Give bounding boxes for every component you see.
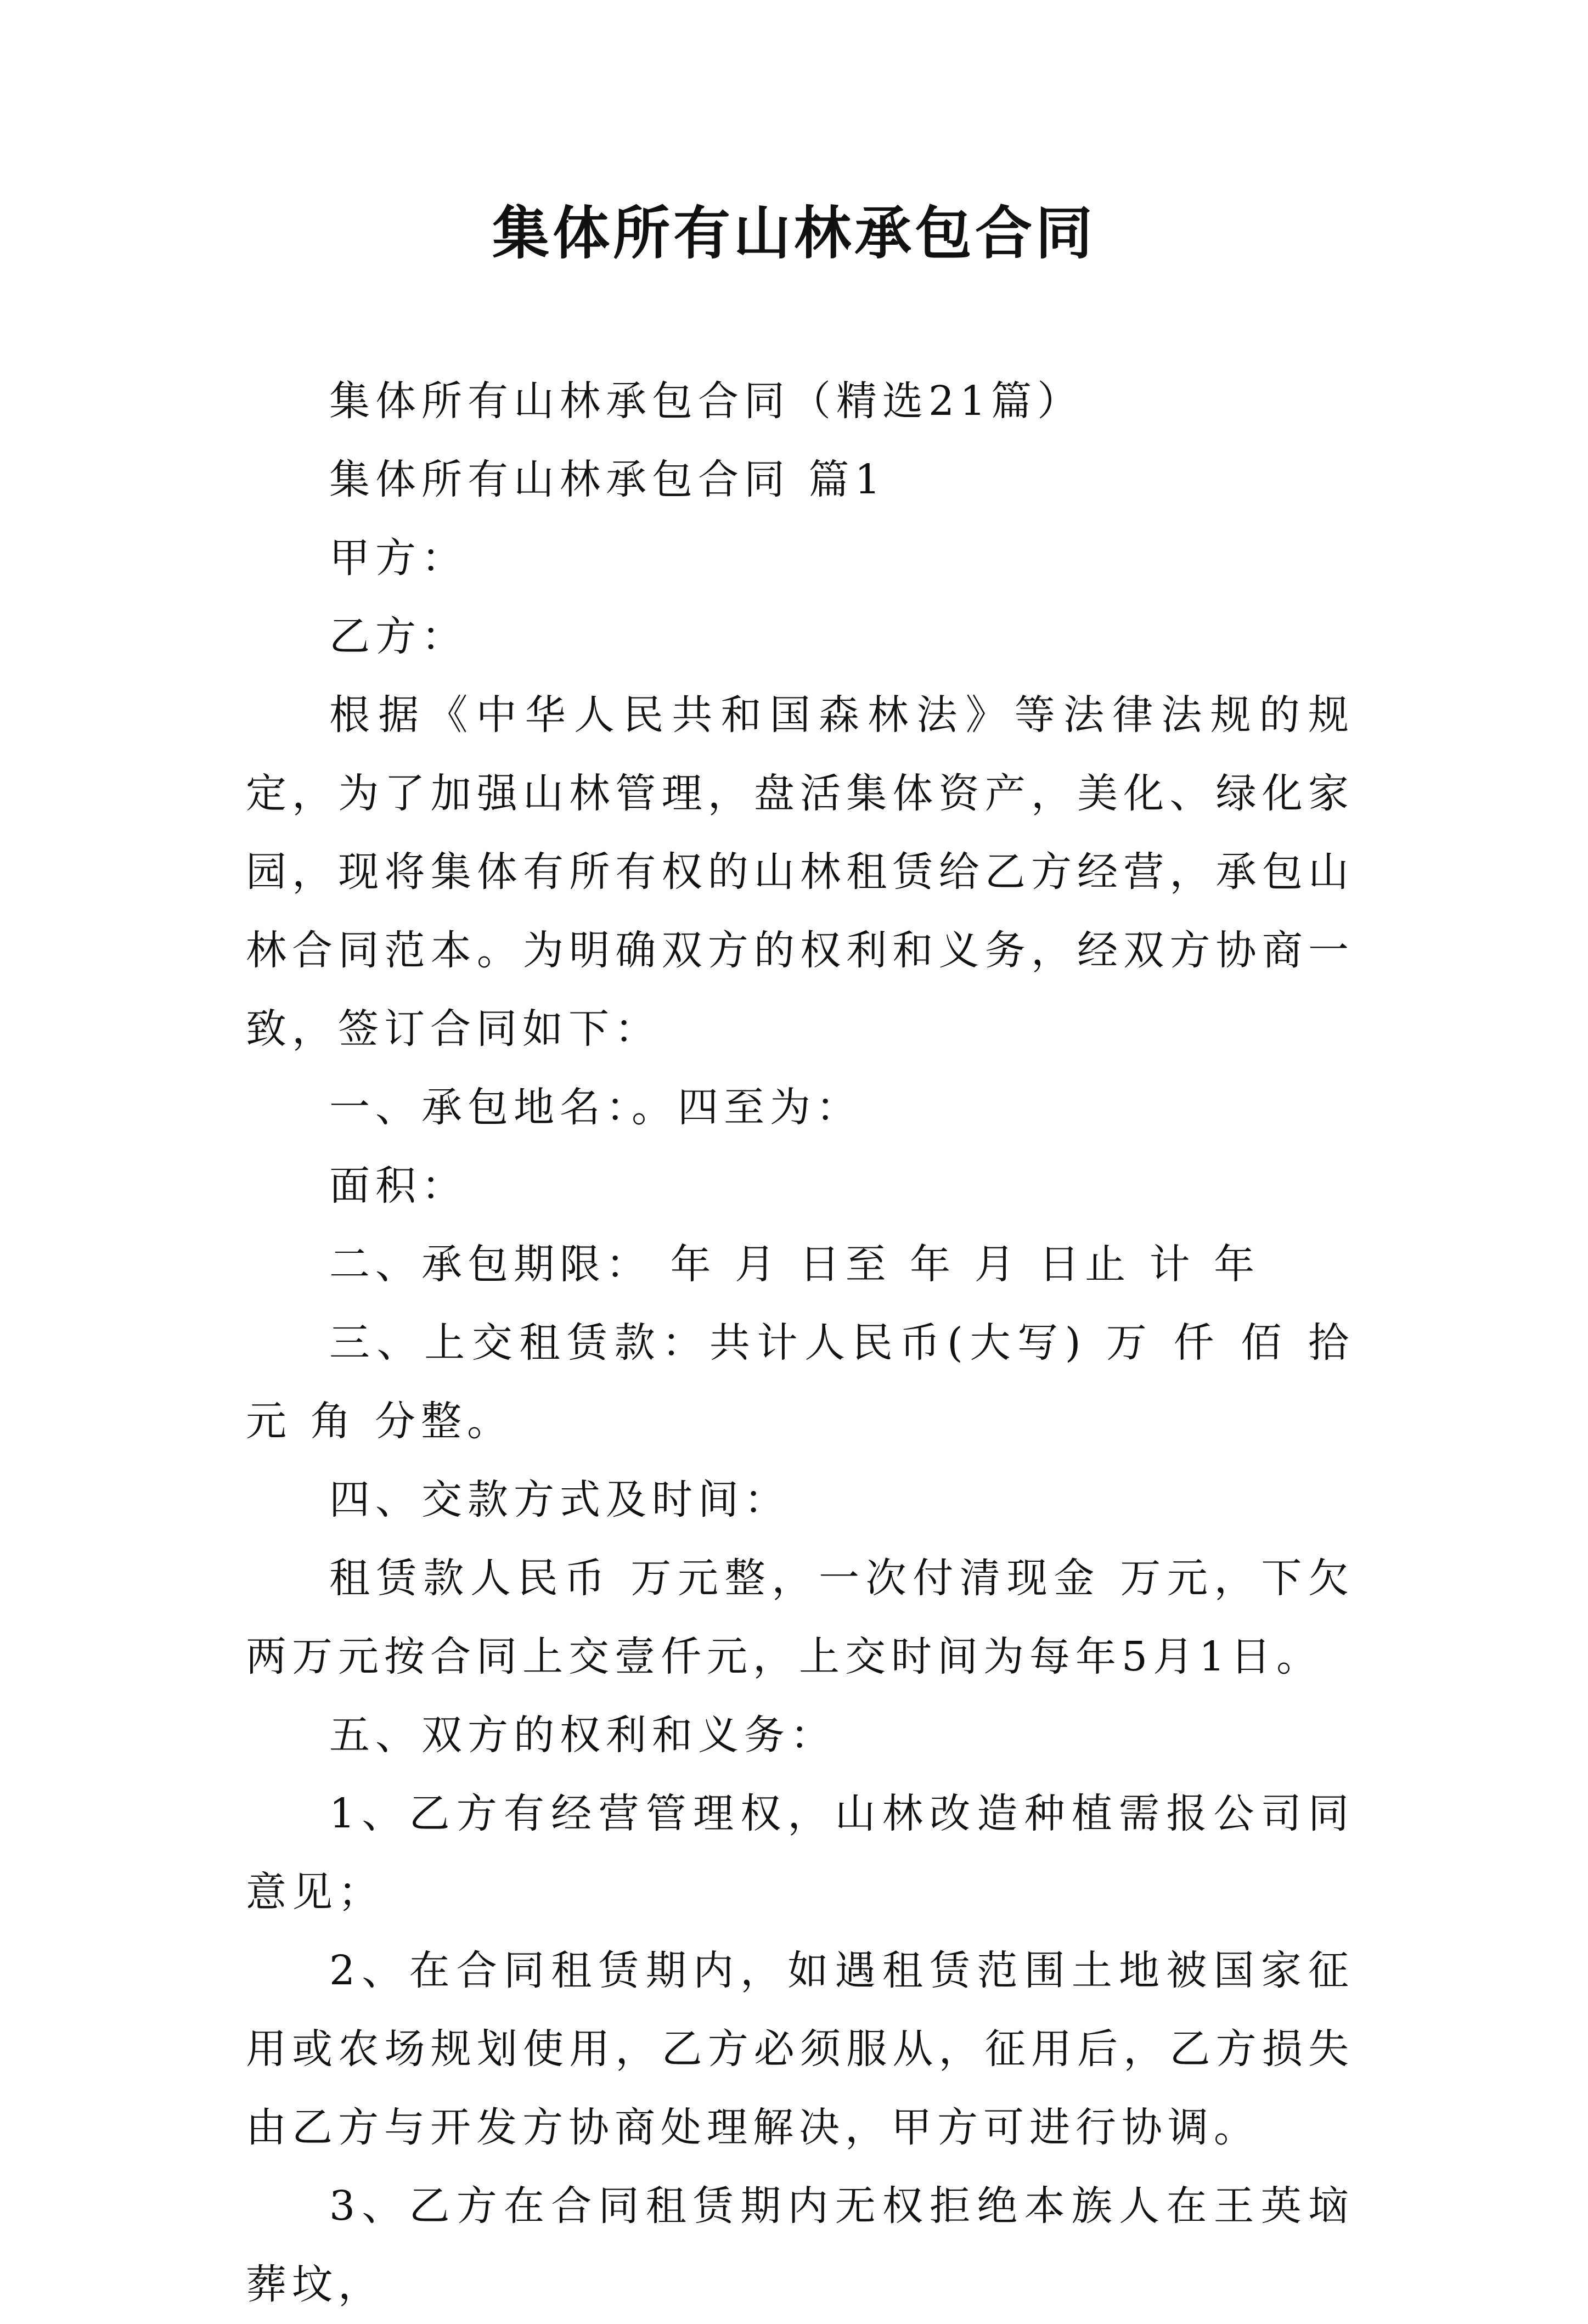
clause-location: 一、承包地名：。四至为： bbox=[329, 1084, 862, 1131]
clause-rights-item-1: 1、乙方有经营管理权，山林改造种植需报公司同意见； bbox=[246, 1790, 1354, 1916]
document-body bbox=[246, 362, 1354, 2324]
clause-payment-detail: 租赁款人民币 万元整，一次付清现金 万元，下欠两万元按合同上交壹仟元，上交时间为每年5月1日。 bbox=[246, 1555, 1354, 1680]
preamble-paragraph: 根据《中华人民共和国森林法》等法律法规的规定，为了加强山林管理，盘活集体资产，美化、绿化家园，现将集体有所有权的山林租赁给乙方经营，承包山林合同范本。为明确双方的权利和义务，经双方协商一致，签订合同如下： bbox=[246, 691, 1354, 1053]
document-title: 集体所有山林承包合同 bbox=[492, 200, 1096, 267]
clause-rent: 三、上交租赁款：共计人民币(大写) 万 仟 佰 拾 元 角 分整。 bbox=[246, 1319, 1354, 1445]
clause-payment-heading: 四、交款方式及时间： bbox=[329, 1476, 790, 1523]
clause-rights-item-2: 2、在合同租赁期内，如遇租赁范围土地被国家征用或农场规划使用，乙方必须服从，征用后，乙方损失由乙方与开发方协商处理解决，甲方可进行协调。 bbox=[246, 1947, 1354, 2151]
clause-rights-heading: 五、双方的权利和义务： bbox=[329, 1712, 836, 1759]
clause-term: 二、承包期限： 年 月 日至 年 月 日止 计 年 bbox=[329, 1241, 1260, 1288]
clause-area: 面积： bbox=[329, 1162, 468, 1209]
party-b-line: 乙方： bbox=[329, 613, 468, 660]
party-a-line: 甲方： bbox=[329, 534, 468, 582]
clause-rights-item-3: 3、乙方在合同租赁期内无权拒绝本族人在王英垴葬坟， bbox=[246, 2182, 1354, 2308]
section-heading: 集体所有山林承包合同 篇1 bbox=[329, 456, 886, 503]
subtitle-collection: 集体所有山林承包合同（精选21篇） bbox=[329, 378, 1084, 425]
